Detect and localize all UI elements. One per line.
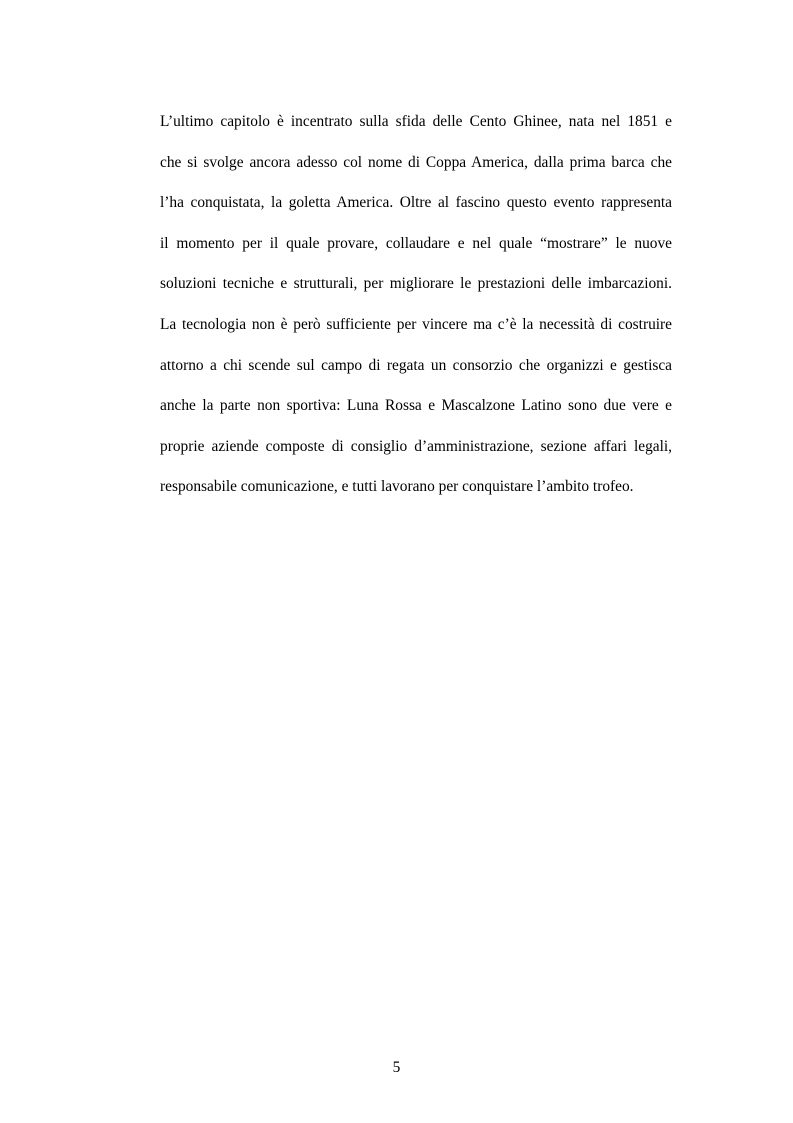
paragraph-line-8: anche la parte non sportiva: Luna Rossa e Mascalzone Latino sono due vere e — [160, 397, 672, 415]
paragraph-line-9: proprie aziende composte di consiglio d’amministrazione, sezione affari legali, — [160, 437, 672, 455]
paragraph-line-10: responsabile comunicazione, e tutti lavorano per conquistare l’ambito trofeo. — [160, 478, 634, 496]
paragraph-line-5: soluzioni tecniche e strutturali, per migliorare le prestazioni delle imbarcazioni. — [160, 275, 672, 293]
page-number: 5 — [392, 1059, 401, 1076]
paragraph-line-2: che si svolge ancora adesso col nome di Coppa America, dalla prima barca che — [160, 153, 672, 171]
paragraph-line-6: La tecnologia non è però sufficiente per vincere ma c’è la necessità di costruire — [160, 315, 672, 333]
paragraph-line-7: attorno a chi scende sul campo di regata un consorzio che organizzi e gestisca — [160, 356, 672, 374]
paragraph-line-4: il momento per il quale provare, collaudare e nel quale “mostrare” le nuove — [160, 234, 672, 252]
body-paragraph — [160, 107, 672, 513]
paragraph-line-3: l’ha conquistata, la goletta America. Oltre al fascino questo evento rappresenta — [160, 194, 672, 212]
paragraph-line-1: L’ultimo capitolo è incentrato sulla sfida delle Cento Ghinee, nata nel 1851 e — [160, 113, 672, 130]
